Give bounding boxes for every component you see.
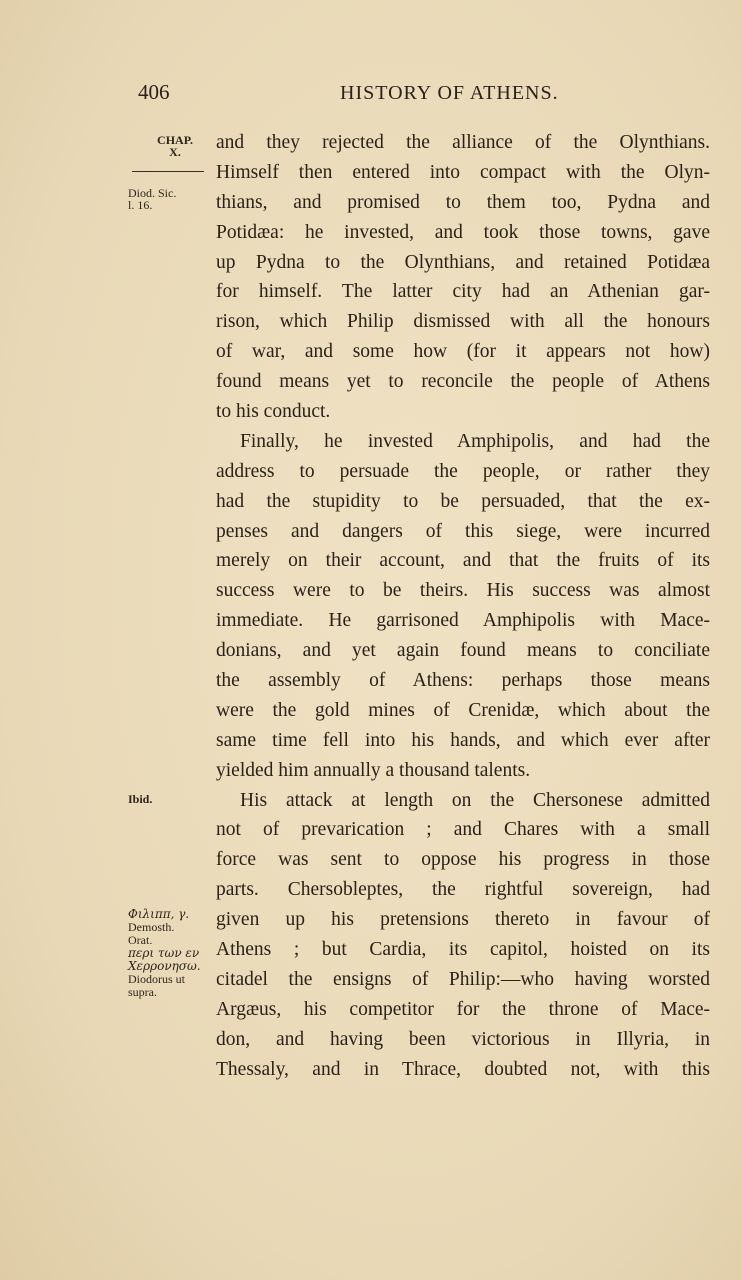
text-line: success were to be theirs. His success was almost [216,580,710,602]
text-line: same time fell into his hands, and which ever after [216,729,710,751]
text-line: and they rejected the alliance of the Olynthians. [216,132,710,153]
margin-note-line: Orat. [128,933,153,947]
text-line: of war, and some how (for it appears not how) [216,341,710,363]
text-line: donians, and yet again found means to conciliate [216,640,710,662]
margin-note-diod [128,187,176,211]
margin-note-line: l. 16. [128,198,153,212]
text-line: the assembly of Athens: perhaps those means [216,670,710,692]
margin-note-line: Diodorus ut [128,972,185,986]
text-line: His attack at length on the Chersonese admitted [240,789,710,811]
margin-note-references [128,908,201,999]
text-line: rison, which Philip dismissed with all the honours [216,311,710,333]
chapter-word: CHAP. [157,133,193,147]
text-line: given up his pretensions thereto in favour of [216,909,710,931]
text-line: not of prevarication ; and Chares with a small [216,819,710,841]
margin-note-line: supra. [128,985,157,999]
text-line: force was sent to oppose his progress in those [216,849,710,871]
text-line: found means yet to reconcile the people of Athens [216,371,710,393]
text-line: Potidæa: he invested, and took those towns, gave [216,221,710,243]
page-number: 406 [138,80,170,104]
running-head: HISTORY OF ATHENS. [340,82,559,104]
text-line: Argæus, his competitor for the throne of Mace- [216,998,710,1020]
margin-note-line: Demosth. [128,920,175,934]
text-line: for himself. The latter city had an Athenian gar- [216,281,710,303]
text-line: Athens ; but Cardia, its capitol, hoisted on its [216,939,710,961]
text-line: Thessaly, and in Thrace, doubted not, with this [216,1058,710,1080]
text-line: yielded him annually a thousand talents. [216,759,531,781]
page-header [138,80,698,112]
text-line: immediate. He garrisoned Amphipolis with Mace- [216,610,710,632]
text-line: penses and dangers of this siege, were incurred [216,520,710,542]
margin-note-line: Diod. Sic. [128,186,177,200]
body-text [216,128,710,1085]
margin-note-line: Χερρονησω. [128,959,201,973]
text-line: address to persuade the people, or rather they [216,460,710,482]
margin-note-line: περι των εν [128,946,200,960]
text-line: were the gold mines of Crenidæ, which about the [216,699,710,721]
text-line: Finally, he invested Amphipolis, and had the [240,430,710,452]
margin-note-line: Φιλιππ, γ. [128,907,190,921]
text-line: citadel the ensigns of Philip:—who having worsted [216,968,710,990]
text-line: Himself then entered into compact with the Olyn- [216,161,710,183]
text-line: had the stupidity to be persuaded, that the ex- [216,490,710,512]
chapter-number: X. [169,145,181,159]
text-line: merely on their account, and that the fruits of its [216,550,710,572]
text-line: thians, and promised to them too, Pydna and [216,191,710,213]
chapter-label [148,134,202,158]
text-line: to his conduct. [216,401,331,423]
text-line: don, and having been victorious in Illyria, in [216,1028,710,1050]
text-line: up Pydna to the Olynthians, and retained Potidæa [216,251,710,273]
text-line: parts. Chersobleptes, the rightful sovereign, had [216,879,710,901]
chapter-rule [132,171,204,172]
margin-note-ibid: Ibid. [128,792,153,806]
